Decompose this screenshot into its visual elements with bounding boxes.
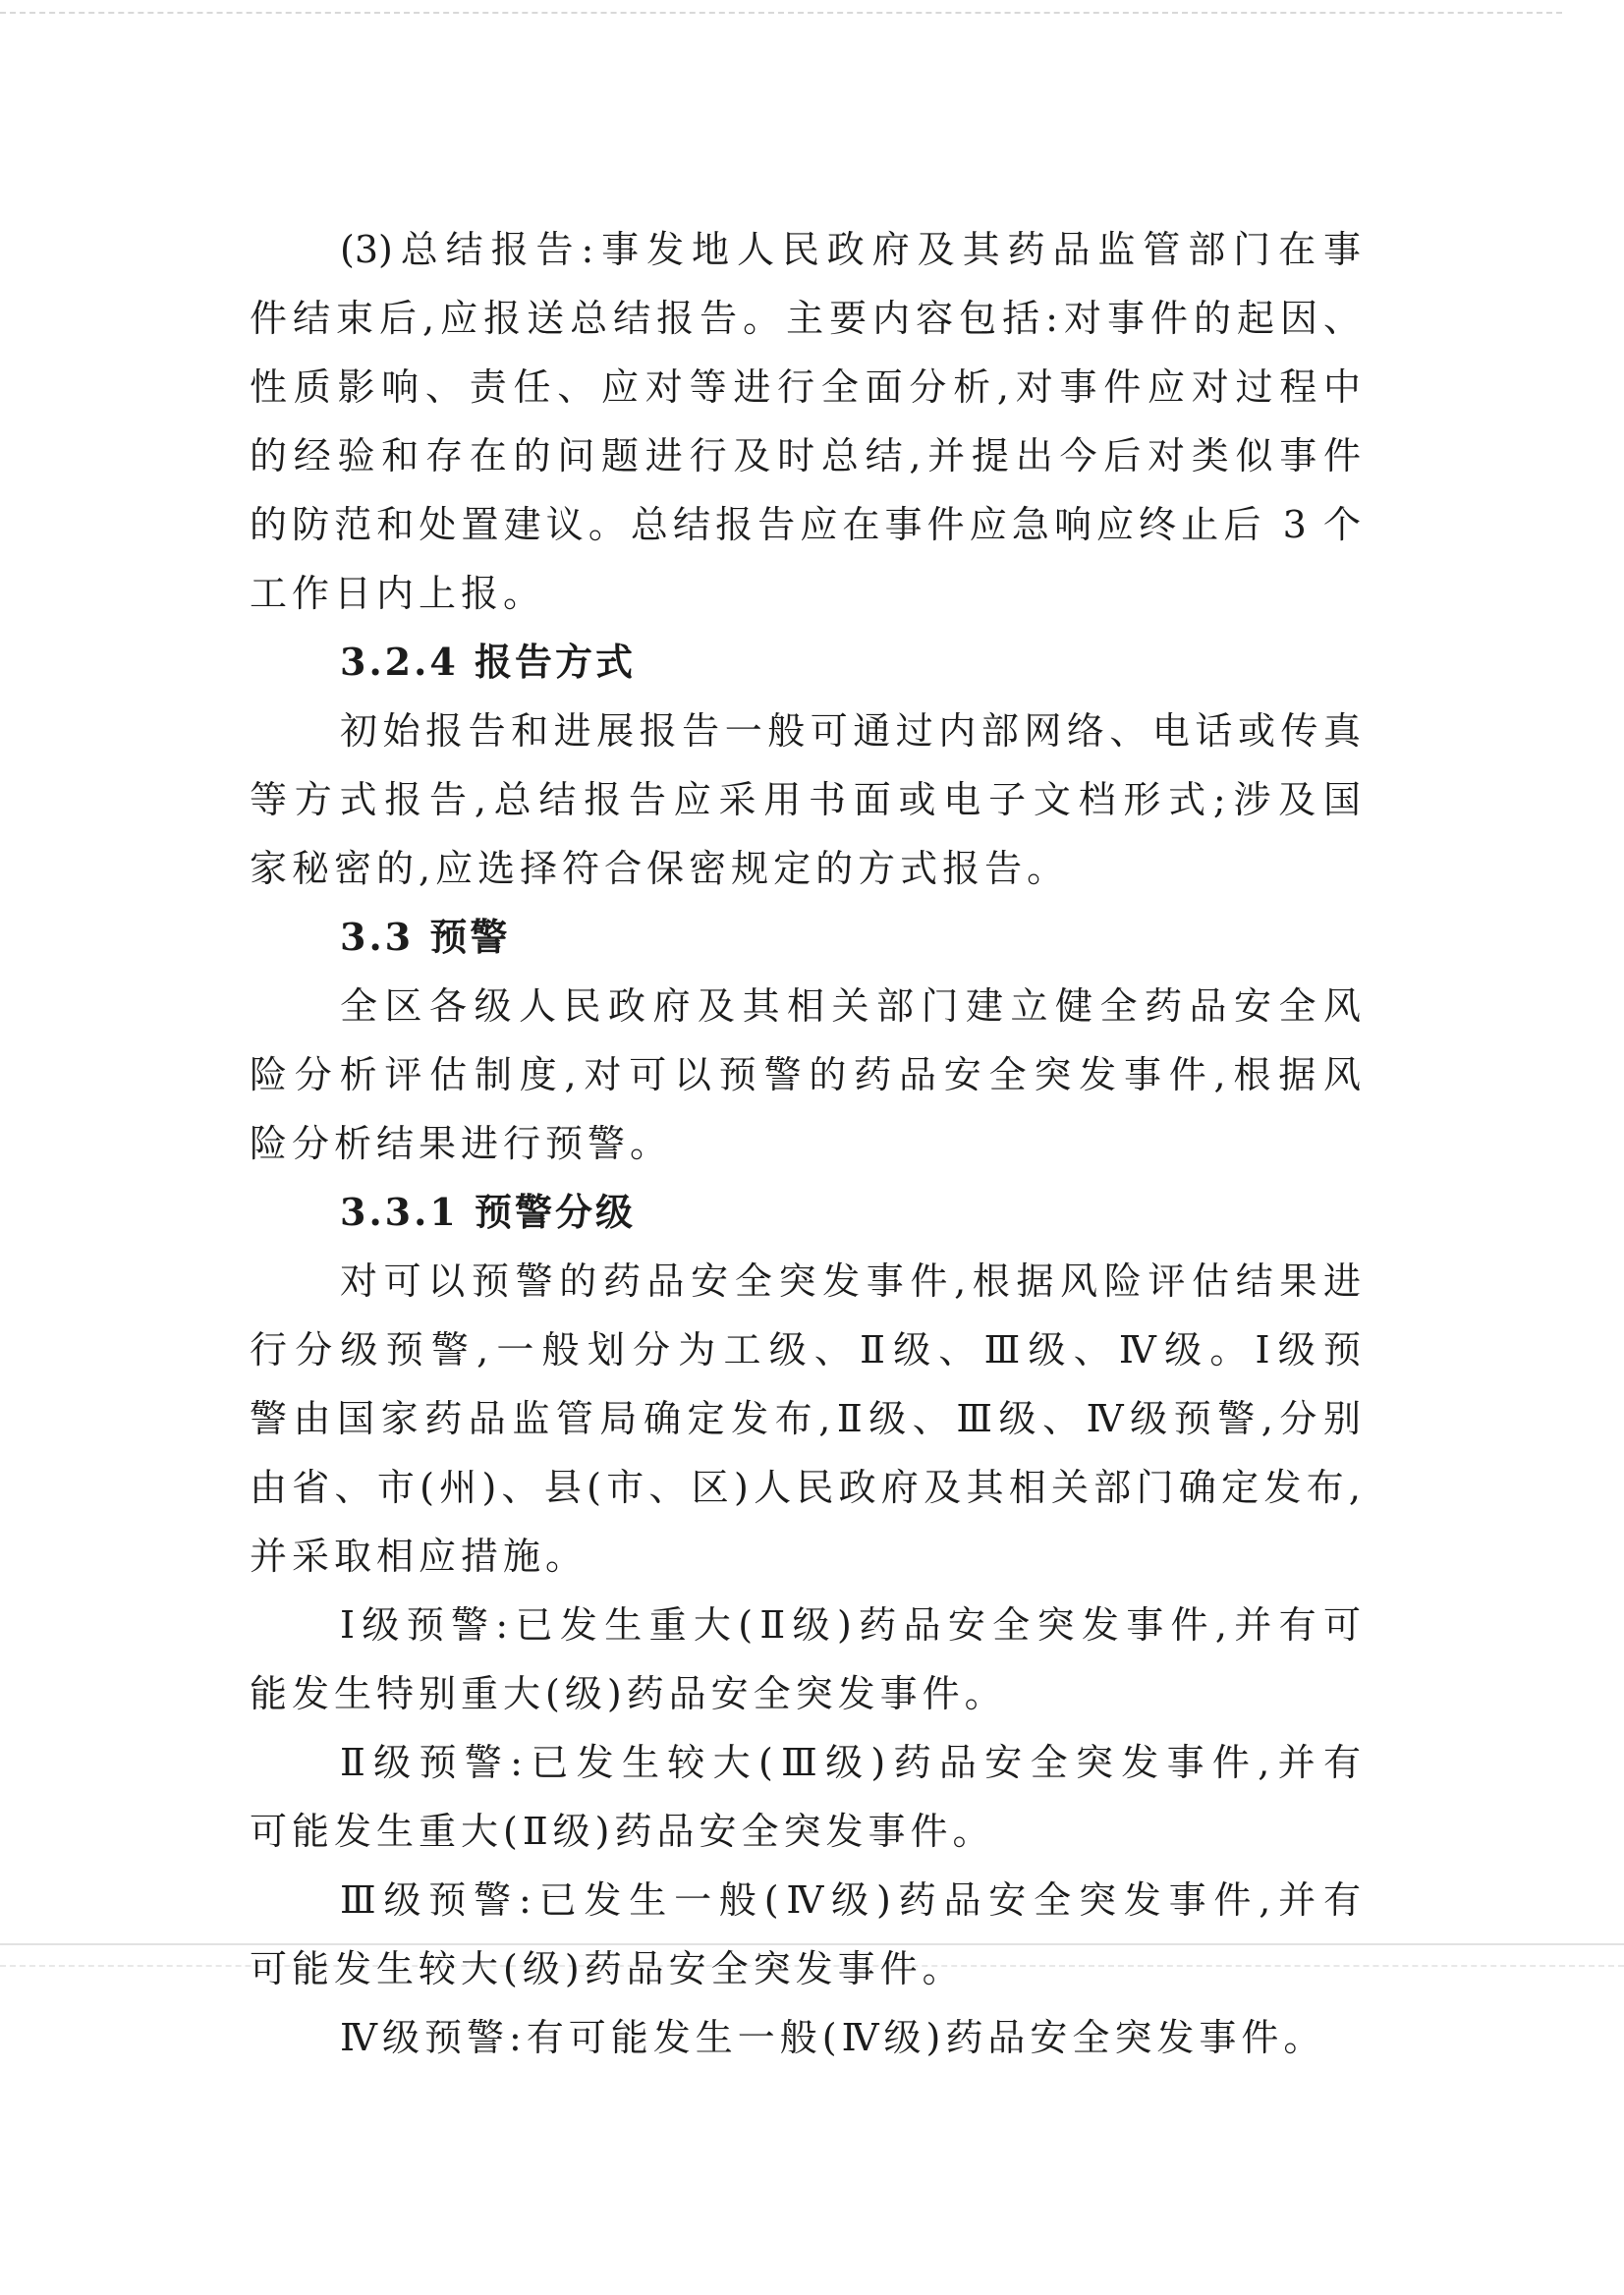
paragraph-line: Ⅰ级预警:已发生重大(Ⅱ级)药品安全突发事件,并有可 [340,1603,1361,1647]
section-heading: 3.3 预警 [340,915,511,959]
paragraph-line: 并采取相应措施。 [250,1535,588,1578]
paragraph-line: 件结束后,应报送总结报告。主要内容包括:对事件的起因、 [250,297,1361,340]
paragraph-line: 的防范和处置建议。总结报告应在事件应急响应终止后 3 个 [250,503,1361,546]
paragraph-line: 险分析评估制度,对可以预警的药品安全突发事件,根据风 [250,1053,1361,1096]
paragraph-line: 能发生特别重大(级)药品安全突发事件。 [250,1672,1007,1715]
paragraph-line: 行分级预警,一般划分为工级、Ⅱ级、Ⅲ级、Ⅳ级。Ⅰ级预 [250,1328,1361,1371]
paragraph-line: 等方式报告,总结报告应采用书面或电子文档形式;涉及国 [250,778,1361,821]
section-heading: 3.3.1 预警分级 [340,1190,637,1234]
document-body [250,215,1361,2072]
paragraph-line: 险分析结果进行预警。 [250,1122,673,1165]
paragraph-line: 的经验和存在的问题进行及时总结,并提出今后对类似事件 [250,434,1361,477]
scan-line-artifact [0,12,1562,14]
paragraph-line: Ⅱ级预警:已发生较大(Ⅲ级)药品安全突发事件,并有 [340,1741,1361,1784]
paragraph-line: 由省、市(州)、县(市、区)人民政府及其相关部门确定发布, [250,1466,1361,1509]
paragraph-line: Ⅲ级预警:已发生一般(Ⅳ级)药品安全突发事件,并有 [340,1878,1361,1922]
paragraph-line: 可能发生较大(级)药品安全突发事件。 [250,1947,965,1990]
section-heading: 3.2.4 报告方式 [340,640,637,684]
paragraph-line: 工作日内上报。 [250,572,546,615]
paragraph-line: 警由国家药品监管局确定发布,Ⅱ级、Ⅲ级、Ⅳ级预警,分别 [250,1397,1361,1440]
paragraph-line: 初始报告和进展报告一般可通过内部网络、电话或传真 [340,709,1361,753]
paragraph-line: 家秘密的,应选择符合保密规定的方式报告。 [250,847,1070,890]
paragraph-line: (3)总结报告:事发地人民政府及其药品监管部门在事 [340,228,1361,271]
paragraph-line: 对可以预警的药品安全突发事件,根据风险评估结果进 [340,1259,1361,1303]
paragraph-line: 可能发生重大(Ⅱ级)药品安全突发事件。 [250,1810,995,1853]
paragraph-line: 全区各级人民政府及其相关部门建立健全药品安全风 [340,984,1361,1028]
paragraph-line: 性质影响、责任、应对等进行全面分析,对事件应对过程中 [250,365,1361,409]
paragraph-line: Ⅳ级预警:有可能发生一般(Ⅳ级)药品安全突发事件。 [340,2016,1326,2059]
